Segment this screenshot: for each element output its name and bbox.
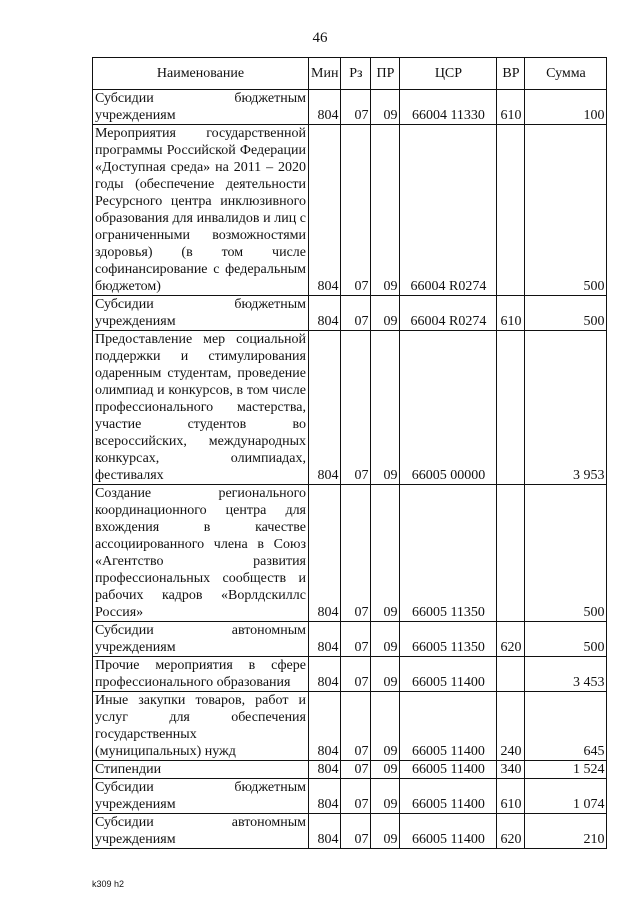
cell-min: 804 <box>309 814 341 849</box>
cell-sum: 100 <box>525 90 607 125</box>
table-row <box>93 622 607 657</box>
cell-name: Создание регионального координационного центра для вхождения в качестве ассоциированного члена в Союз «Агентство развития профессиональных сообществ и рабочих кадров «Ворлдскиллс Россия» <box>93 485 309 622</box>
cell-vr: 240 <box>497 692 525 761</box>
cell-sum: 3 453 <box>525 657 607 692</box>
cell-sum: 500 <box>525 296 607 331</box>
cell-min: 804 <box>309 779 341 814</box>
cell-rz: 07 <box>341 761 371 779</box>
cell-sum: 500 <box>525 485 607 622</box>
cell-pr: 09 <box>371 296 400 331</box>
cell-rz: 07 <box>341 692 371 761</box>
cell-rz: 07 <box>341 90 371 125</box>
cell-pr: 09 <box>371 125 400 296</box>
cell-min: 804 <box>309 125 341 296</box>
table-row <box>93 814 607 849</box>
cell-pr: 09 <box>371 692 400 761</box>
cell-pr: 09 <box>371 331 400 485</box>
page-number: 46 <box>312 30 328 46</box>
cell-csr: 66004 R0274 <box>400 125 497 296</box>
cell-vr <box>497 331 525 485</box>
cell-rz: 07 <box>341 622 371 657</box>
header-csr: ЦСР <box>400 58 497 90</box>
cell-sum: 500 <box>525 622 607 657</box>
cell-vr: 610 <box>497 779 525 814</box>
cell-name: Предоставление мер социальной поддержки и стимулирования одаренным студентам, проведение олимпиад и конкурсов, в том числе профессионального мастерства, участие студентов во всероссийских, международных конкурсах, олимпиадах, фестивалях <box>93 331 309 485</box>
table-row <box>93 761 607 779</box>
cell-csr: 66004 R0274 <box>400 296 497 331</box>
cell-csr: 66004 11330 <box>400 90 497 125</box>
cell-vr: 340 <box>497 761 525 779</box>
cell-csr: 66005 11400 <box>400 779 497 814</box>
cell-rz: 07 <box>341 296 371 331</box>
header-vr: ВР <box>497 58 525 90</box>
cell-sum: 1 074 <box>525 779 607 814</box>
cell-csr: 66005 11350 <box>400 622 497 657</box>
cell-pr: 09 <box>371 485 400 622</box>
table-row <box>93 296 607 331</box>
cell-sum: 3 953 <box>525 331 607 485</box>
cell-min: 804 <box>309 485 341 622</box>
cell-sum: 210 <box>525 814 607 849</box>
cell-min: 804 <box>309 657 341 692</box>
cell-sum: 645 <box>525 692 607 761</box>
cell-name: Стипендии <box>93 761 309 779</box>
table-row <box>93 692 607 761</box>
cell-csr: 66005 11400 <box>400 814 497 849</box>
cell-name: Субсидии автономным учреждениям <box>93 622 309 657</box>
table-body <box>93 90 607 849</box>
cell-sum: 1 524 <box>525 761 607 779</box>
table-header-row <box>93 58 607 90</box>
cell-name: Субсидии бюджетным учреждениям <box>93 90 309 125</box>
cell-rz: 07 <box>341 779 371 814</box>
cell-name: Субсидии бюджетным учреждениям <box>93 296 309 331</box>
budget-table <box>92 57 607 849</box>
header-pr: ПР <box>371 58 400 90</box>
cell-vr: 620 <box>497 814 525 849</box>
cell-pr: 09 <box>371 657 400 692</box>
cell-pr: 09 <box>371 90 400 125</box>
cell-pr: 09 <box>371 814 400 849</box>
cell-csr: 66005 00000 <box>400 331 497 485</box>
cell-name: Субсидии бюджетным учреждениям <box>93 779 309 814</box>
cell-pr: 09 <box>371 622 400 657</box>
table-row <box>93 90 607 125</box>
cell-csr: 66005 11400 <box>400 657 497 692</box>
header-min: Мин <box>309 58 341 90</box>
cell-rz: 07 <box>341 485 371 622</box>
cell-rz: 07 <box>341 814 371 849</box>
header-name: Наименование <box>93 58 309 90</box>
table-row <box>93 657 607 692</box>
table-row <box>93 125 607 296</box>
cell-name: Мероприятия государственной программы Российской Федерации «Доступная среда» на 2011 – 2020 годы (обеспечение деятельности Ресурсного центра инклюзивного образования для инвалидов и лиц с ограниченными возможностями здоровья) (в том числе софинансирование с федеральным бюджетом) <box>93 125 309 296</box>
cell-sum: 500 <box>525 125 607 296</box>
cell-min: 804 <box>309 90 341 125</box>
cell-pr: 09 <box>371 761 400 779</box>
cell-csr: 66005 11400 <box>400 692 497 761</box>
header-rz: Рз <box>341 58 371 90</box>
table-row <box>93 331 607 485</box>
cell-csr: 66005 11400 <box>400 761 497 779</box>
cell-min: 804 <box>309 622 341 657</box>
header-sum: Сумма <box>525 58 607 90</box>
cell-min: 804 <box>309 692 341 761</box>
cell-rz: 07 <box>341 657 371 692</box>
footer-code: k309 h2 <box>92 879 125 889</box>
table-row <box>93 485 607 622</box>
cell-vr: 610 <box>497 90 525 125</box>
cell-name: Прочие мероприятия в сфере профессионального образования <box>93 657 309 692</box>
cell-min: 804 <box>309 331 341 485</box>
cell-vr: 610 <box>497 296 525 331</box>
cell-rz: 07 <box>341 331 371 485</box>
cell-name: Субсидии автономным учреждениям <box>93 814 309 849</box>
cell-name: Иные закупки товаров, работ и услуг для обеспечения государственных (муниципальных) нужд <box>93 692 309 761</box>
cell-vr <box>497 125 525 296</box>
cell-pr: 09 <box>371 779 400 814</box>
cell-csr: 66005 11350 <box>400 485 497 622</box>
cell-vr: 620 <box>497 622 525 657</box>
cell-vr <box>497 657 525 692</box>
cell-min: 804 <box>309 761 341 779</box>
table-row <box>93 779 607 814</box>
cell-min: 804 <box>309 296 341 331</box>
cell-vr <box>497 485 525 622</box>
cell-rz: 07 <box>341 125 371 296</box>
